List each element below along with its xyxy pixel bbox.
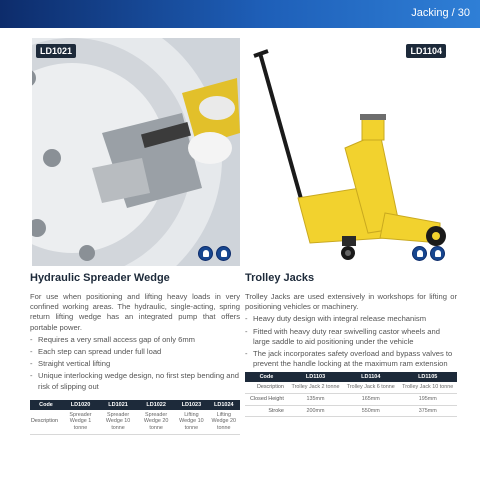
table-cell: 550mm [343, 405, 398, 417]
table-row [245, 394, 457, 406]
table-header-row [245, 372, 457, 382]
table-cell: Lifting Wedge 20 tonne [208, 410, 240, 434]
table-header-cell: LD1022 [137, 400, 175, 410]
table-row [30, 410, 240, 434]
spreader-wedge-section [30, 272, 240, 435]
gloves-icon [216, 246, 231, 261]
section-intro: Trolley Jacks are used extensively in workshops for lifting or positioning vehicles or machinery. [245, 292, 457, 312]
spreader-wedge-illustration [32, 38, 240, 266]
product-code-tag: LD1104 [406, 44, 446, 58]
product-code-tag: LD1021 [36, 44, 76, 58]
table-row-label: Stroke [245, 405, 288, 417]
feature-item: - Unique interlocking wedge design, no first step bending and risk of slipping out [30, 371, 240, 391]
table-cell: 165mm [343, 394, 398, 406]
right-safety-icons [412, 246, 445, 261]
feature-item: - Fitted with heavy duty rear swivelling castor wheels and large saddle to aid positioning under the vehicle [245, 327, 457, 347]
table-cell: Spreader Wedge 20 tonne [137, 410, 175, 434]
table-header-cell: Code [245, 372, 288, 382]
table-cell: Lifting Wedge 10 tonne [175, 410, 207, 434]
spreader-wedge-spec-table [30, 400, 240, 435]
trolley-jack-illustration [250, 38, 450, 266]
trolley-jack-section [245, 272, 457, 417]
table-row-label: Description [245, 382, 288, 393]
section-title: Trolley Jacks [245, 272, 315, 284]
feature-list [245, 314, 457, 369]
table-row-label: Description [30, 410, 62, 434]
feature-item: - Requires a very small access gap of only 6mm [30, 335, 240, 345]
left-safety-icons [198, 246, 231, 261]
spreader-wedge-photo [32, 38, 240, 266]
table-cell: 195mm [398, 394, 457, 406]
table-header-cell: LD1104 [343, 372, 398, 382]
feature-item: - Heavy duty design with integral release mechanism [245, 314, 457, 324]
goggles-icon [198, 246, 213, 261]
table-header-cell: LD1023 [175, 400, 207, 410]
table-header-cell: LD1024 [208, 400, 240, 410]
table-cell: Spreader Wedge 1 tonne [62, 410, 99, 434]
gloves-icon [430, 246, 445, 261]
table-header-row [30, 400, 240, 410]
feature-item: - Straight vertical lifting [30, 359, 240, 369]
table-cell: Trolley Jack 10 tonne [398, 382, 457, 393]
feature-item: - Each step can spread under full load [30, 347, 240, 357]
page-title: Jacking / 30 [411, 7, 470, 19]
table-row-label: Closed Height [245, 394, 288, 406]
section-title: Hydraulic Spreader Wedge [30, 272, 170, 284]
header-bar [0, 0, 480, 28]
table-row [245, 405, 457, 417]
table-cell: 135mm [288, 394, 343, 406]
feature-list [30, 335, 240, 392]
goggles-icon [412, 246, 427, 261]
table-header-cell: LD1103 [288, 372, 343, 382]
table-row [245, 382, 457, 393]
table-header-cell: Code [30, 400, 62, 410]
section-intro: For use when positioning and lifting heavy loads in very confined working areas. The hydraulic, single-acting, spring return lifting wedge has an integrated pump that offers portable power. [30, 292, 240, 332]
feature-item: - The jack incorporates safety overload and bypass valves to prevent the handle locking at the maximum ram extension [245, 349, 457, 369]
table-header-cell: LD1105 [398, 372, 457, 382]
table-cell: Spreader Wedge 10 tonne [99, 410, 137, 434]
trolley-jack-photo [250, 38, 450, 266]
trolley-jack-spec-table [245, 372, 457, 417]
table-header-cell: LD1021 [99, 400, 137, 410]
table-cell: Trolley Jack 6 tonne [343, 382, 398, 393]
table-cell: 375mm [398, 405, 457, 417]
table-cell: 200mm [288, 405, 343, 417]
table-header-cell: LD1020 [62, 400, 99, 410]
table-cell: Trolley Jack 2 tonne [288, 382, 343, 393]
